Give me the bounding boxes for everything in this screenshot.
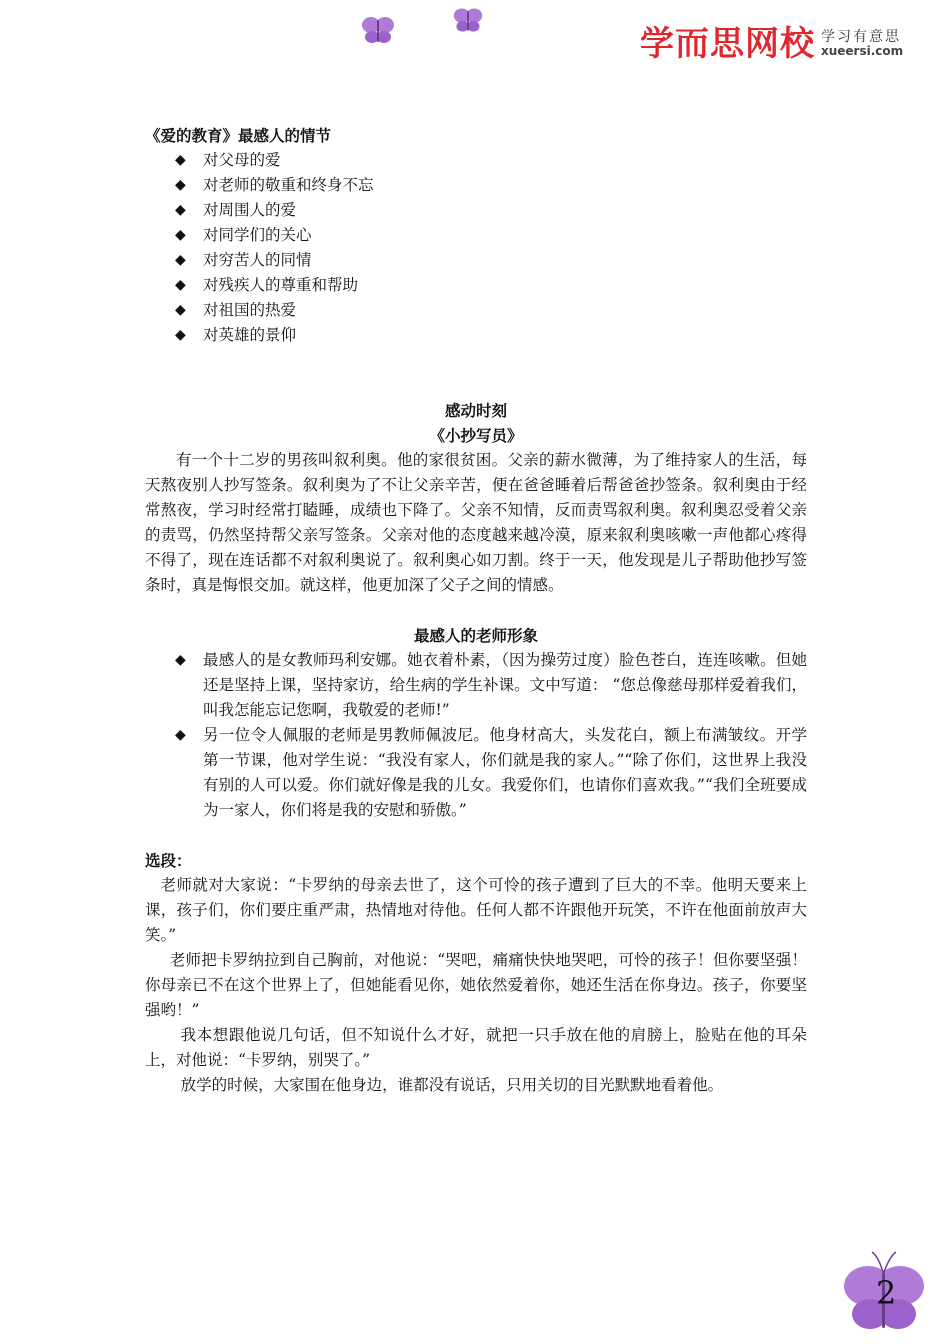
section-title: 最感人的老师形象 [413,626,538,645]
list-item [145,723,807,823]
diamond-bullet-icon: ◆ [175,277,186,293]
diamond-bullet-icon: ◆ [175,652,186,668]
list-item [145,273,807,298]
diamond-bullet-icon: ◆ [175,152,186,168]
story-paragraph: 有一个十二岁的男孩叫叙利奥。他的家很贫困。父亲的薪水微薄，为了维持家人的生活，每天熬夜别人抄写签条。叙利奥为了不让父亲辛苦，便在爸爸睡着后帮爸爸抄签条。叙利奥由于经常熬夜，学习时经常打瞌睡，成绩也下降了。父亲不知情，反而责骂叙利奥。叙利奥忍受着父亲的责骂，仍然坚持帮父亲写签条。父亲对他的态度越来越冷漠，原来叙利奥咳嗽一声他都心疼得不得了，现在连话都不对叙利奥说了。叙利奥心如刀割。终于一天，他发现是儿子帮助他抄写签条时，真是悔恨交加。就这样，他更加深了父子之间的情感。 [145,451,807,594]
logo-slogan: 学习有意思 [821,29,901,46]
page-number-badge [838,1248,928,1338]
list-item-text: 对周围人的爱 [203,201,297,219]
list-item [145,298,807,323]
diamond-bullet-icon: ◆ [175,202,186,218]
list-item-text: 对老师的敬重和终身不忘 [203,176,374,194]
excerpt-paragraph: 放学的时候，大家围在他身边，谁都没有说话，只用关切的目光默默地看着他。 [180,1076,724,1094]
excerpt-paragraph: 我本想跟他说几句话，但不知说什么才好，就把一只手放在他的肩膀上，脸贴在他的耳朵上，对他说：“卡罗纳，别哭了。” [145,1026,807,1069]
section-title: 《爱的教育》最感人的情节 [145,126,332,145]
list-item-text: 最感人的是女教师玛利安娜。她衣着朴素，（因为操劳过度）脸色苍白，连连咳嗽。但她还是坚持上课，坚持家访，给生病的学生补课。文中写道： “您总像慈母那样爱着我们，叫我怎能忘记您啊，我敬爱的老师!” [203,651,807,719]
list-item [145,148,807,173]
diamond-bullet-icon: ◆ [175,177,186,193]
excerpt-paragraph: 老师就对大家说：“卡罗纳的母亲去世了，这个可怜的孩子遭到了巨大的不幸。他明天要来上课，孩子们，你们要庄重严肃，热情地对待他。任何人都不许跟他开玩笑，不许在他面前放声大笑。” [145,876,807,944]
list-item-text: 对同学们的关心 [203,226,312,244]
section-title: 感动时刻 [444,401,507,420]
list-item [145,198,807,223]
story-title: 《小抄写员》 [429,426,523,445]
list-item [145,648,807,723]
diamond-bullet-icon: ◆ [175,227,186,243]
diamond-bullet-icon: ◆ [175,302,186,318]
list-item-text: 对穷苦人的同情 [203,251,312,269]
butterfly-icon [452,4,484,36]
list-item [145,223,807,248]
logo-side [821,29,903,59]
main-content [145,123,807,1098]
list-item [145,248,807,273]
list-item [145,173,807,198]
page-number: 2 [876,1274,897,1312]
logo-domain: xueersi.com [821,44,904,59]
list-item-text: 对父母的爱 [203,151,281,169]
list-item-text: 对祖国的热爱 [203,301,297,319]
butterfly-icon [360,12,396,48]
list-item-text: 对残疾人的尊重和帮助 [203,276,359,294]
diamond-bullet-icon: ◆ [175,327,186,343]
diamond-bullet-icon: ◆ [175,727,186,743]
excerpt-paragraph: 老师把卡罗纳拉到自己胸前，对他说：“哭吧，痛痛快快地哭吧，可怜的孩子！但你要坚强！你母亲已不在这个世界上了，但她能看见你，她依然爱着你，她还生活在你身边。孩子，你要坚强哟！” [145,951,807,1019]
section-title: 选段： [145,851,192,870]
diamond-bullet-icon: ◆ [175,252,186,268]
list-item-text: 另一位令人佩服的老师是男教师佩波尼。他身材高大，头发花白，额上布满皱纹。开学第一节课，他对学生说：“我没有家人，你们就是我的家人。”“除了你们，这世界上我没有别的人可以爱。你们就好像是我的儿女。我爱你们，也请你们喜欢我。”“我们全班要成为一家人，你们将是我的安慰和骄傲。” [203,726,807,819]
list-item [145,323,807,348]
logo-text: 学而思网校 [640,24,815,64]
brand-logo [640,22,903,66]
teacher-list [145,648,807,823]
list-item-text: 对英雄的景仰 [203,326,297,344]
moving-plots-list [145,148,807,348]
